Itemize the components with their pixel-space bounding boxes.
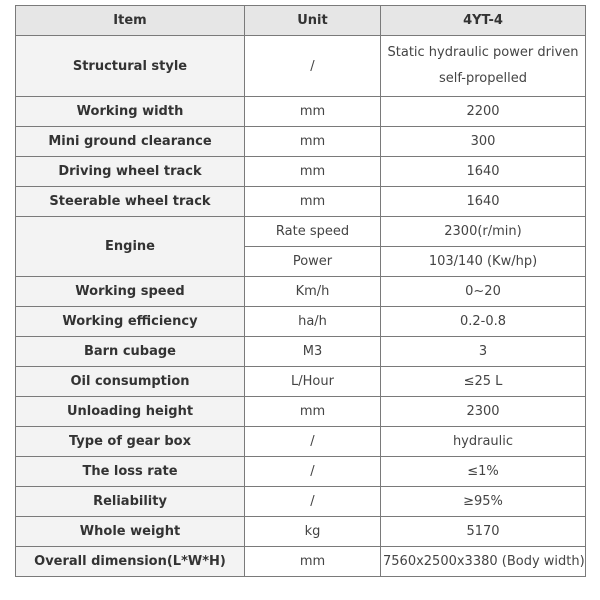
row-value: 1640 <box>381 187 586 217</box>
engine-rate-speed-label: Rate speed <box>245 217 381 247</box>
row-item: Oil consumption <box>16 367 245 397</box>
row-value: ≤25 L <box>381 367 586 397</box>
table-row <box>16 457 586 487</box>
table-row <box>16 487 586 517</box>
row-unit: mm <box>245 127 381 157</box>
engine-power-label: Power <box>245 247 381 277</box>
row-unit: L/Hour <box>245 367 381 397</box>
row-value: 1640 <box>381 157 586 187</box>
row-unit: mm <box>245 187 381 217</box>
table-row <box>16 277 586 307</box>
row-value: 5170 <box>381 517 586 547</box>
row-value: ≥95% <box>381 487 586 517</box>
row-item: Mini ground clearance <box>16 127 245 157</box>
row-value: 0.2-0.8 <box>381 307 586 337</box>
row-value: ≤1% <box>381 457 586 487</box>
row-unit: / <box>245 36 381 97</box>
engine-rate-speed-value: 2300(r/min) <box>381 217 586 247</box>
row-unit: / <box>245 457 381 487</box>
row-unit: Km/h <box>245 277 381 307</box>
row-item: Type of gear box <box>16 427 245 457</box>
row-value: Static hydraulic power driven self-propelled <box>381 36 586 97</box>
spec-table <box>15 5 586 577</box>
row-unit: mm <box>245 157 381 187</box>
table-row-engine <box>16 217 586 247</box>
header-item: Item <box>16 6 245 36</box>
row-value: hydraulic <box>381 427 586 457</box>
table-row <box>16 187 586 217</box>
row-value: 0~20 <box>381 277 586 307</box>
table-row <box>16 157 586 187</box>
table-row <box>16 97 586 127</box>
row-value: 3 <box>381 337 586 367</box>
row-value: 2300 <box>381 397 586 427</box>
table-row <box>16 36 586 97</box>
row-item: Overall dimension(L*W*H) <box>16 547 245 577</box>
row-unit: M3 <box>245 337 381 367</box>
row-item: Working width <box>16 97 245 127</box>
row-value: 300 <box>381 127 586 157</box>
header-model: 4YT-4 <box>381 6 586 36</box>
row-value: 2200 <box>381 97 586 127</box>
row-item: Reliability <box>16 487 245 517</box>
table-row <box>16 547 586 577</box>
row-item: Steerable wheel track <box>16 187 245 217</box>
header-unit: Unit <box>245 6 381 36</box>
table-row <box>16 517 586 547</box>
row-item: Working speed <box>16 277 245 307</box>
row-unit: / <box>245 427 381 457</box>
table-row <box>16 337 586 367</box>
table-row <box>16 427 586 457</box>
row-unit: mm <box>245 547 381 577</box>
table-header-row <box>16 6 586 36</box>
table-row <box>16 367 586 397</box>
row-unit: / <box>245 487 381 517</box>
row-unit: mm <box>245 397 381 427</box>
row-item: Working efficiency <box>16 307 245 337</box>
spec-table-container <box>15 5 586 577</box>
engine-power-value: 103/140 (Kw/hp) <box>381 247 586 277</box>
row-value: 7560x2500x3380 (Body width) <box>381 547 586 577</box>
row-unit: mm <box>245 97 381 127</box>
row-item: Unloading height <box>16 397 245 427</box>
row-item: Whole weight <box>16 517 245 547</box>
row-item: The loss rate <box>16 457 245 487</box>
row-item: Driving wheel track <box>16 157 245 187</box>
row-item: Structural style <box>16 36 245 97</box>
engine-item: Engine <box>16 217 245 277</box>
row-unit: ha/h <box>245 307 381 337</box>
table-row <box>16 307 586 337</box>
row-item: Barn cubage <box>16 337 245 367</box>
row-unit: kg <box>245 517 381 547</box>
table-row <box>16 127 586 157</box>
table-row <box>16 397 586 427</box>
